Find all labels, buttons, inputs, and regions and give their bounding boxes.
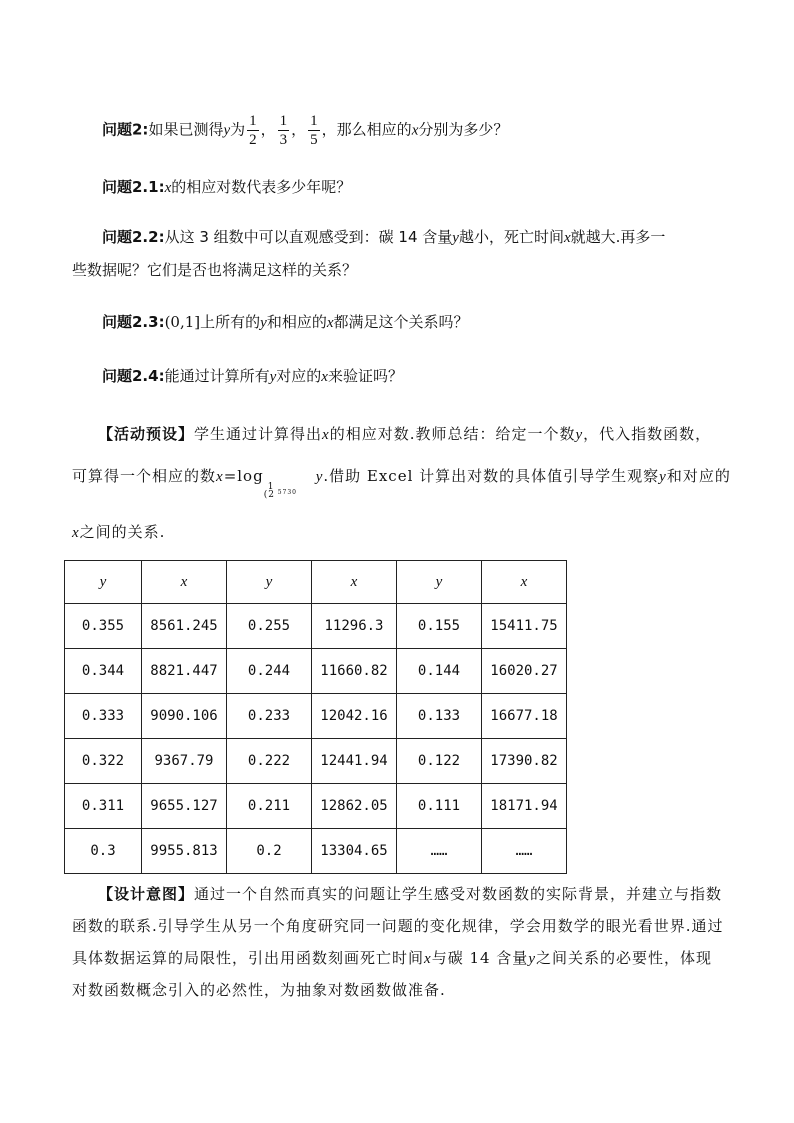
table-cell: 8821.447 [142, 649, 227, 694]
table-header-row [65, 561, 567, 604]
table-cell: 0.122 [397, 739, 482, 784]
table-cell: 11660.82 [312, 649, 397, 694]
table-cell: 0.255 [227, 604, 312, 649]
question-2-3-label: 问题2.3: [102, 313, 165, 331]
question-2-2-line2: 些数据呢？它们是否也将满足这样的关系？ [72, 261, 358, 279]
table-row [65, 784, 567, 829]
table-cell: 0.244 [227, 649, 312, 694]
table-cell: 12441.94 [312, 739, 397, 784]
table-cell: 9367.79 [142, 739, 227, 784]
activity-line-1: 【活动预设】学生通过计算得出x的相应对数.教师总结：给定一个数y，代入指数函数， [98, 425, 712, 443]
table-cell: 0.133 [397, 694, 482, 739]
question-2-2-label: 问题2.2: [102, 228, 165, 246]
table-cell: 0.311 [65, 784, 142, 829]
design-line-4: 对数函数概念引入的必然性，为抽象对数函数做准备. [72, 981, 446, 999]
table-row [65, 604, 567, 649]
fraction-fifth: $\frac{1}{5}$ [310, 113, 318, 148]
question-2: 问题2:如果已测得y为 $\frac{1}{2}$ ， $\frac{1}{3}$ ， $\frac{1}{5}$ ，那么相应的x分别为多少？ [102, 113, 509, 148]
header-cell: y [397, 561, 482, 604]
table-cell: 9090.106 [142, 694, 227, 739]
table-cell: 0.155 [397, 604, 482, 649]
table-cell: 9655.127 [142, 784, 227, 829]
design-line-2: 函数的联系.引导学生从另一个角度研究同一问题的变化规律，学会用数学的眼光看世界.通过 [72, 917, 724, 935]
header-cell: y [227, 561, 312, 604]
table-cell: …… [397, 829, 482, 874]
design-line-3: 具体数据运算的局限性，引出用函数刻画死亡时间x与碳 14 含量y之间关系的必要性，体现 [72, 949, 712, 967]
table-cell: 17390.82 [482, 739, 567, 784]
table-cell: 0.355 [65, 604, 142, 649]
table-row [65, 694, 567, 739]
fraction-third: $\frac{1}{3}$ [279, 113, 288, 148]
table-cell: 0.144 [397, 649, 482, 694]
design-line-1: 【设计意图】通过一个自然而真实的问题让学生感受对数函数的实际背景，并建立与指数 [98, 885, 723, 903]
table-cell: 0.2 [227, 829, 312, 874]
activity-tag: 【活动预设】 [98, 425, 195, 443]
table-cell: 12042.16 [312, 694, 397, 739]
question-2-1-label: 问题2.1: [102, 178, 165, 196]
table-cell: 11296.3 [312, 604, 397, 649]
table-cell: 9955.813 [142, 829, 227, 874]
table-cell: 0.3 [65, 829, 142, 874]
table-row [65, 739, 567, 784]
table-cell: 8561.245 [142, 604, 227, 649]
question-2-3: 问题2.3:(0,1]上所有的y和相应的x都满足这个关系吗？ [102, 313, 469, 331]
table-cell: 0.233 [227, 694, 312, 739]
table-cell: 0.344 [65, 649, 142, 694]
table-cell: 0.222 [227, 739, 312, 784]
table-cell: 15411.75 [482, 604, 567, 649]
log-formula: =log [223, 467, 264, 485]
header-cell: x [312, 561, 397, 604]
table-cell: 0.211 [227, 784, 312, 829]
header-cell: x [482, 561, 567, 604]
design-tag: 【设计意图】 [98, 885, 195, 903]
table-cell: 18171.94 [482, 784, 567, 829]
question-2-4-label: 问题2.4: [102, 367, 165, 385]
header-cell: x [142, 561, 227, 604]
question-2-label: 问题2: [102, 120, 149, 139]
table-cell: …… [482, 829, 567, 874]
question-2-4: 问题2.4:能通过计算所有y对应的x来验证吗？ [102, 367, 403, 385]
table-cell: 0.322 [65, 739, 142, 784]
log-base: 1 (2 5730 [263, 482, 297, 500]
activity-line-3: x之间的关系. [72, 523, 166, 541]
data-table [64, 560, 567, 874]
table-cell: 0.111 [397, 784, 482, 829]
table-cell: 16020.27 [482, 649, 567, 694]
table-cell: 16677.18 [482, 694, 567, 739]
fraction-half: $\frac{1}{2}$ [249, 113, 257, 148]
table-row [65, 829, 567, 874]
question-2-1: 问题2.1:x的相应对数代表多少年呢？ [102, 178, 352, 196]
activity-line-2: 可算得一个相应的数x=log 1 (2 5730 y.借助 Excel 计算出对数的具体值引导学生观察y和对应的 [72, 467, 731, 500]
table-cell: 13304.65 [312, 829, 397, 874]
table-cell: 0.333 [65, 694, 142, 739]
question-2-2: 问题2.2:从这 3 组数中可以直观感受到：碳 14 含量y越小，死亡时间x就越大.再多一 [102, 228, 666, 246]
header-cell: y [65, 561, 142, 604]
table-row [65, 649, 567, 694]
table-cell: 12862.05 [312, 784, 397, 829]
